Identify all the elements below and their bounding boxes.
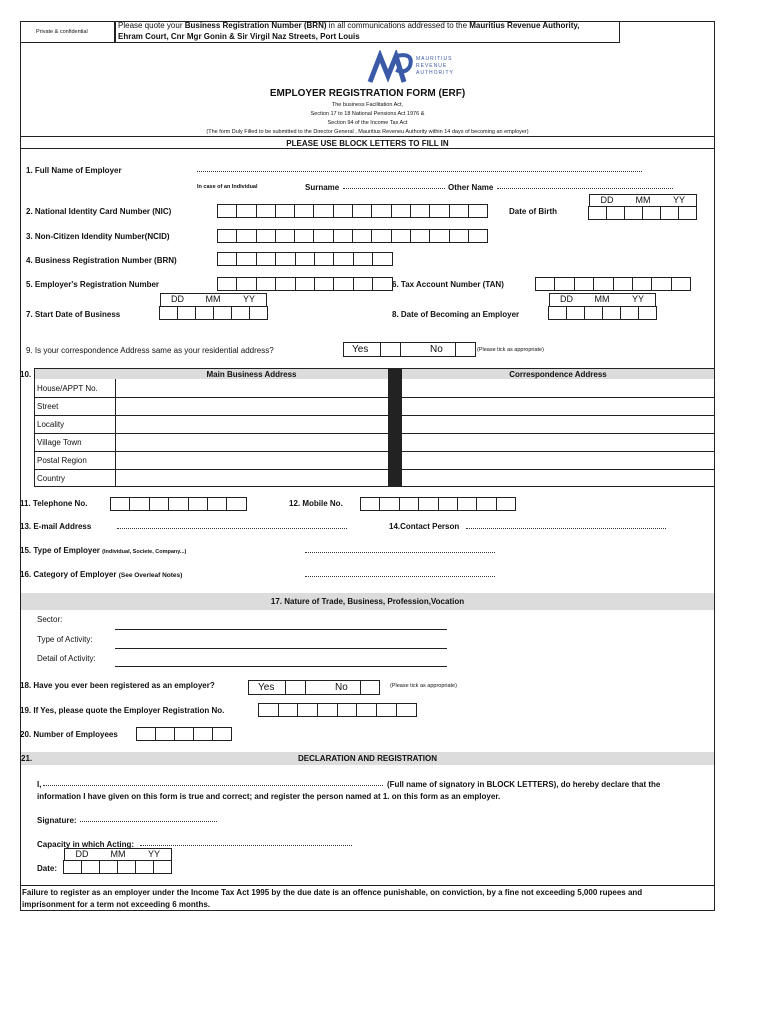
prev-reg-boxes[interactable]	[259, 703, 417, 717]
char-box[interactable]	[566, 306, 585, 320]
no-label-box	[400, 342, 456, 357]
char-box[interactable]	[258, 703, 279, 717]
dob-label: Date of Birth	[509, 207, 557, 216]
char-box[interactable]	[548, 306, 567, 320]
char-box[interactable]	[294, 229, 314, 243]
corr-address-input[interactable]	[402, 434, 714, 451]
decl-dd: DD	[75, 849, 89, 859]
activity-detail-line-2[interactable]	[115, 666, 447, 667]
telephone-boxes[interactable]	[111, 497, 247, 511]
date-label: Date:	[37, 864, 58, 873]
char-box[interactable]	[496, 497, 516, 511]
ever-registered-label: 18. Have you ever been registered as an employer?	[20, 681, 215, 690]
full-name-label: 1. Full Name of Employer	[26, 166, 122, 175]
logo-line2: REVENUE	[416, 63, 448, 69]
char-box[interactable]	[207, 497, 227, 511]
char-box[interactable]	[63, 860, 82, 874]
char-box[interactable]	[236, 277, 256, 291]
char-box[interactable]	[135, 860, 154, 874]
no-label: No	[430, 344, 443, 355]
char-box[interactable]	[660, 206, 679, 220]
decl-date-boxes[interactable]	[64, 860, 172, 874]
no-checkbox[interactable]	[455, 342, 476, 357]
char-box[interactable]	[468, 204, 488, 218]
char-box[interactable]	[231, 306, 250, 320]
dob-yy: YY	[672, 195, 685, 205]
char-box[interactable]	[468, 229, 488, 243]
main-address-input[interactable]	[116, 470, 388, 487]
other-name-label: Other Name	[448, 183, 494, 192]
emp-mm: MM	[594, 294, 610, 304]
char-box[interactable]	[168, 497, 188, 511]
char-box[interactable]	[624, 206, 643, 220]
char-box[interactable]	[606, 206, 625, 220]
individual-note: In case of an Individual	[197, 184, 258, 190]
char-box[interactable]	[410, 229, 430, 243]
char-box[interactable]	[110, 497, 130, 511]
corr-address-input[interactable]	[402, 470, 714, 487]
email-label: 13. E-mail Address	[20, 522, 92, 531]
char-box[interactable]	[353, 252, 373, 266]
signature-label: Signature:	[37, 816, 77, 825]
form-title: EMPLOYER REGISTRATION FORM (ERF)	[269, 88, 466, 99]
char-box[interactable]	[554, 277, 574, 291]
yes2-checkbox[interactable]	[285, 680, 306, 695]
char-box[interactable]	[352, 204, 372, 218]
employer-reg-label: 5. Employer's Registration Number	[26, 280, 160, 289]
main-address-input[interactable]	[116, 434, 388, 451]
start-date-label: 7. Start Date of Business	[26, 310, 121, 319]
char-box[interactable]	[391, 229, 411, 243]
address-row-label: House/APPT No.	[37, 384, 98, 393]
address-num: 10.	[20, 370, 32, 379]
surname-label: Surname	[305, 183, 340, 192]
brn-boxes[interactable]	[218, 252, 393, 266]
confidential-label: Private & confidential	[36, 29, 88, 35]
employer-type-text: 15. Type of Employer	[20, 546, 100, 555]
emp-dd: DD	[560, 294, 573, 304]
main-address-input[interactable]	[116, 380, 388, 397]
char-box[interactable]	[275, 229, 295, 243]
char-box[interactable]	[314, 252, 334, 266]
email-input[interactable]	[117, 521, 347, 529]
char-box[interactable]	[333, 229, 353, 243]
char-box[interactable]	[174, 727, 194, 741]
char-box[interactable]	[337, 703, 358, 717]
char-box[interactable]	[217, 204, 237, 218]
nic-label: 2. National Identity Card Number (NIC)	[26, 207, 172, 216]
char-box[interactable]	[297, 703, 318, 717]
start-dd: DD	[171, 294, 184, 304]
char-box[interactable]	[476, 497, 496, 511]
char-box[interactable]	[81, 860, 100, 874]
char-box[interactable]	[294, 204, 314, 218]
decl-mm: MM	[110, 849, 126, 859]
notice-line2: Ehram Court, Cnr Mgr Gonin & Sir Virgil Naz Streets, Port Louis	[118, 32, 360, 41]
no2-label: No	[335, 682, 348, 693]
char-box[interactable]	[213, 306, 232, 320]
employer-date-label: 8. Date of Becoming an Employer	[392, 310, 520, 319]
corr-address-input[interactable]	[402, 380, 714, 397]
employer-category-text: 16. Category of Employer	[20, 570, 117, 579]
char-box[interactable]	[429, 229, 449, 243]
dob-boxes[interactable]	[589, 206, 697, 220]
char-box[interactable]	[399, 497, 419, 511]
char-box[interactable]	[391, 204, 411, 218]
address-row-label: Postal Region	[37, 456, 87, 465]
char-box[interactable]	[317, 703, 338, 717]
tan-label: 6. Tax Account Number (TAN)	[392, 280, 504, 289]
declaration-text2: information I have given on this form is true and correct; and register the person named at 1. on this form as an employer.	[37, 792, 501, 801]
address-row-label: Country	[37, 474, 66, 483]
address-row-label: Village Town	[37, 438, 82, 447]
employer-type-label	[20, 546, 186, 555]
char-box[interactable]	[429, 204, 449, 218]
char-box[interactable]	[438, 497, 458, 511]
char-box[interactable]	[632, 277, 652, 291]
char-box[interactable]	[136, 727, 156, 741]
char-box[interactable]	[371, 229, 391, 243]
char-box[interactable]	[352, 229, 372, 243]
ncid-label: 3. Non-Citizen Idendity Number(NCID)	[26, 232, 170, 241]
char-box[interactable]	[638, 306, 657, 320]
char-box[interactable]	[620, 306, 639, 320]
address-row-label: Street	[37, 402, 59, 411]
start-yy: YY	[242, 294, 255, 304]
declaration-title: DECLARATION AND REGISTRATION	[298, 754, 437, 763]
char-box[interactable]	[226, 497, 246, 511]
dob-dd: DD	[600, 195, 614, 205]
start-date-header	[160, 294, 267, 304]
char-box[interactable]	[149, 497, 169, 511]
ncid-boxes[interactable]	[218, 229, 488, 243]
brn-label: 4. Business Registration Number (BRN)	[26, 256, 177, 265]
char-box[interactable]	[117, 860, 136, 874]
start-date-boxes[interactable]	[160, 306, 268, 320]
char-box[interactable]	[256, 252, 276, 266]
yes-checkbox[interactable]	[380, 342, 401, 357]
char-box[interactable]	[678, 206, 697, 220]
char-box[interactable]	[177, 306, 196, 320]
char-box[interactable]	[217, 252, 237, 266]
sector-label: Sector:	[37, 615, 63, 624]
logo-line3: AUTHORITY	[416, 70, 454, 76]
nic-boxes[interactable]	[218, 204, 488, 218]
declaration-num: 21.	[21, 754, 33, 763]
corr-address-input[interactable]	[402, 416, 714, 433]
employees-label: 20. Number of Employees	[20, 730, 118, 739]
char-box[interactable]	[314, 277, 334, 291]
dob-header-box	[589, 194, 697, 206]
contact-person-label: 14.Contact Person	[389, 522, 460, 531]
char-box[interactable]	[129, 497, 149, 511]
main-address-input[interactable]	[116, 452, 388, 469]
char-box[interactable]	[313, 229, 333, 243]
activity-type-line[interactable]	[115, 629, 447, 630]
char-box[interactable]	[333, 252, 353, 266]
char-box[interactable]	[602, 306, 621, 320]
char-box[interactable]	[449, 204, 469, 218]
main-address-header: Main Business Address	[206, 370, 297, 379]
employer-category-input[interactable]	[305, 569, 495, 577]
mobile-boxes[interactable]	[361, 497, 516, 511]
char-box[interactable]	[275, 204, 295, 218]
surname-input[interactable]	[343, 181, 445, 189]
no2-checkbox[interactable]	[360, 680, 380, 695]
declaration-i: I,	[37, 780, 42, 789]
char-box[interactable]	[371, 204, 391, 218]
start-mm: MM	[205, 294, 221, 304]
char-box[interactable]	[217, 229, 237, 243]
activity-type-label: Type of Activity:	[37, 635, 93, 644]
char-box[interactable]	[449, 229, 469, 243]
employer-category-label	[20, 570, 182, 579]
char-box[interactable]	[574, 277, 594, 291]
char-box[interactable]	[256, 277, 276, 291]
subtitle-3: Section 94 of the Income Tax Act	[327, 120, 408, 126]
employer-type-note: (Individual, Societe, Company...)	[102, 549, 187, 555]
char-box[interactable]	[295, 277, 315, 291]
char-box[interactable]	[195, 306, 214, 320]
capacity-input[interactable]	[140, 838, 352, 846]
subtitle-1: The business Facilitation Act,	[331, 102, 404, 108]
prev-reg-label: 19. If Yes, please quote the Employer Registration No.	[20, 706, 225, 715]
char-box[interactable]	[256, 204, 276, 218]
employees-boxes[interactable]	[137, 727, 232, 741]
tan-boxes[interactable]	[536, 277, 691, 291]
activity-detail-label: Detail of Activity:	[37, 654, 96, 663]
char-box[interactable]	[212, 727, 232, 741]
declaration-text1: (Full name of signatory in BLOCK LETTERS), do hereby declare that the	[387, 780, 661, 789]
main-address-input[interactable]	[116, 398, 388, 415]
corr-address-input[interactable]	[402, 398, 714, 415]
no2-label-box	[305, 680, 361, 695]
char-box[interactable]	[376, 703, 397, 717]
char-box[interactable]	[613, 277, 633, 291]
char-box[interactable]	[217, 277, 237, 291]
char-box[interactable]	[356, 703, 377, 717]
yes-label: Yes	[352, 344, 369, 355]
capacity-label: Capacity in which Acting:	[37, 840, 135, 849]
char-box[interactable]	[155, 727, 175, 741]
employer-date-boxes[interactable]	[549, 306, 657, 320]
char-box[interactable]	[333, 277, 353, 291]
tick-note-1: (Please tick as appropriate)	[477, 347, 544, 353]
mra-logo	[366, 50, 476, 86]
other-name-input[interactable]	[497, 181, 673, 189]
char-box[interactable]	[651, 277, 671, 291]
char-box[interactable]	[410, 204, 430, 218]
char-box[interactable]	[372, 252, 392, 266]
tick-note-2: (Please tick as appropriate)	[390, 683, 457, 689]
char-box[interactable]	[249, 306, 268, 320]
emp-yy: YY	[631, 294, 644, 304]
char-box[interactable]	[278, 703, 299, 717]
subtitle-4: (The form Duly Filled to be submitted to the Director General , Mauritius Reveneu Authority within 14 days of becoming an employer)	[206, 129, 529, 135]
footer-line2: imprisonment for a term not exceeding 6 months.	[22, 900, 211, 909]
char-box[interactable]	[193, 727, 213, 741]
char-box[interactable]	[588, 206, 607, 220]
decl-date-header	[64, 849, 172, 859]
employer-date-header	[549, 294, 656, 304]
subtitle-2: Section 17 to 18 National Pensions Act 1976 &	[310, 111, 425, 117]
char-box[interactable]	[256, 229, 276, 243]
char-box[interactable]	[333, 204, 353, 218]
employer-type-input[interactable]	[305, 545, 495, 553]
notice-line1: Please quote your Business Registration Number (BRN) in all communications addressed to the Mauritius Revenue Authority,	[118, 21, 580, 30]
employer-reg-boxes[interactable]	[218, 277, 393, 291]
char-box[interactable]	[353, 277, 373, 291]
signatory-name-input[interactable]	[43, 778, 383, 786]
char-box[interactable]	[275, 252, 295, 266]
char-box[interactable]	[418, 497, 438, 511]
corr-address-header: Correspondence Address	[509, 370, 607, 379]
char-box[interactable]	[295, 252, 315, 266]
yes2-label: Yes	[258, 682, 275, 693]
char-box[interactable]	[379, 497, 399, 511]
char-box[interactable]	[236, 204, 256, 218]
trade-title: 17. Nature of Trade, Business, Profession,Vocation	[270, 597, 465, 606]
char-box[interactable]	[159, 306, 178, 320]
full-name-input[interactable]	[197, 164, 642, 172]
block-letters-note: PLEASE USE BLOCK LETTERS TO FILL IN	[286, 139, 449, 148]
char-box[interactable]	[236, 229, 256, 243]
contact-person-input[interactable]	[466, 521, 666, 529]
main-address-input[interactable]	[116, 416, 388, 433]
char-box[interactable]	[188, 497, 208, 511]
employer-category-note: (See Overleaf Notes)	[118, 572, 183, 579]
char-box[interactable]	[535, 277, 555, 291]
char-box[interactable]	[313, 204, 333, 218]
char-box[interactable]	[593, 277, 613, 291]
footer-line1: Failure to register as an employer under the Income Tax Act 1995 by the due date is an offence punishable, on conviction, by a fine not exceeding 5,000 rupees and	[22, 888, 643, 897]
char-box[interactable]	[396, 703, 417, 717]
dob-mm: MM	[635, 195, 651, 205]
decl-yy: YY	[147, 849, 160, 859]
char-box[interactable]	[99, 860, 118, 874]
char-box[interactable]	[584, 306, 603, 320]
char-box[interactable]	[360, 497, 380, 511]
char-box[interactable]	[372, 277, 392, 291]
char-box[interactable]	[153, 860, 172, 874]
corr-same-label: 9. Is your correspondence Address same as your residential address?	[26, 346, 274, 355]
corr-address-input[interactable]	[402, 452, 714, 469]
char-box[interactable]	[236, 252, 256, 266]
char-box[interactable]	[275, 277, 295, 291]
logo-line1: MAURITIUS	[416, 56, 453, 62]
telephone-label: 11. Telephone No.	[20, 499, 88, 508]
activity-detail-line-1[interactable]	[115, 648, 447, 649]
address-row-label: Locality	[37, 420, 65, 429]
mobile-label: 12. Mobile No.	[289, 499, 343, 508]
char-box[interactable]	[457, 497, 477, 511]
logo-words	[416, 56, 454, 77]
char-box[interactable]	[671, 277, 691, 291]
char-box[interactable]	[642, 206, 661, 220]
signature-input[interactable]	[80, 814, 217, 822]
